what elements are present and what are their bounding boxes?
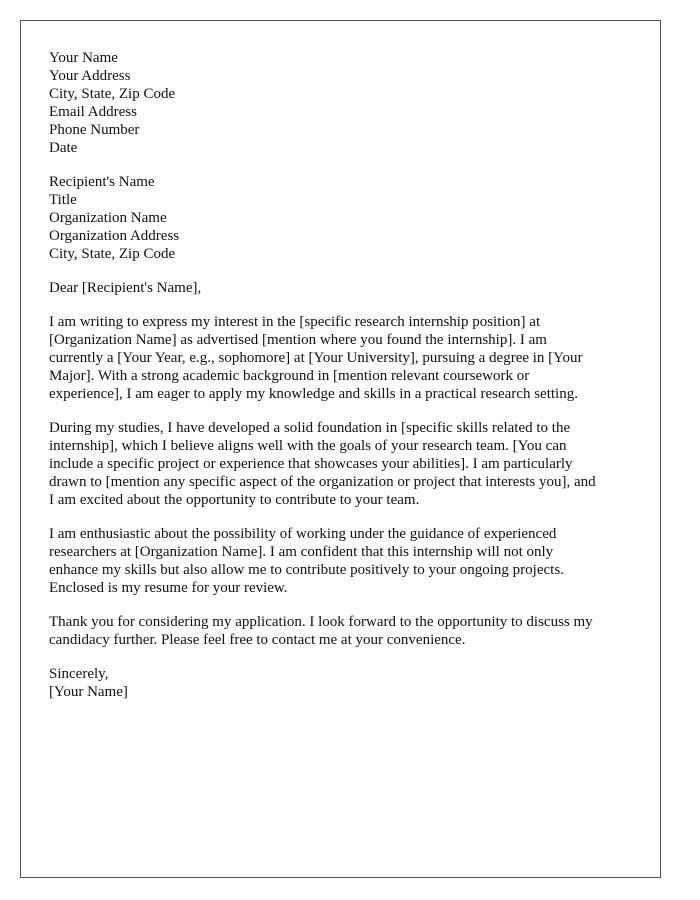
sender-date: Date	[49, 140, 78, 156]
paragraph-line: [Organization Name] as advertised [mention where you found the internship]. I am	[49, 332, 547, 348]
sender-block	[49, 49, 639, 157]
signature-name: [Your Name]	[49, 684, 128, 700]
paragraph-line: enhance my skills but also allow me to contribute positively to your ongoing projects.	[49, 562, 564, 578]
closing-block	[49, 665, 639, 701]
paragraph-line: include a specific project or experience that showcases your abilities]. I am particularly	[49, 456, 573, 472]
recipient-organization: Organization Name	[49, 210, 167, 226]
recipient-block	[49, 173, 639, 263]
sender-city-state-zip: City, State, Zip Code	[49, 86, 176, 102]
paragraph-line: candidacy further. Please feel free to contact me at your convenience.	[49, 632, 466, 648]
letter-content	[49, 49, 639, 701]
paragraph-line: currently a [Your Year, e.g., sophomore] at [Your University], pursuing a degree in [Your	[49, 350, 583, 366]
paragraph-line: I am writing to express my interest in the [specific research internship position] at	[49, 314, 541, 330]
recipient-organization-address: Organization Address	[49, 228, 180, 244]
recipient-name: Recipient's Name	[49, 174, 155, 190]
salutation-text: Dear [Recipient's Name],	[49, 280, 202, 296]
paragraph-line: internship], which I believe aligns well with the goals of your research team. [You can	[49, 438, 567, 454]
sender-email: Email Address	[49, 104, 137, 120]
sender-address: Your Address	[49, 68, 131, 84]
paragraph-line: I am enthusiastic about the possibility of working under the guidance of experienced	[49, 526, 557, 542]
paragraph-line: experience], I am eager to apply my knowledge and skills in a practical research setting.	[49, 386, 578, 402]
closing-text: Sincerely,	[49, 666, 109, 682]
letter-page	[20, 20, 661, 878]
paragraph-line: researchers at [Organization Name]. I am confident that this internship will not only	[49, 544, 554, 560]
body-paragraph-1	[49, 313, 639, 403]
paragraph-line: During my studies, I have developed a solid foundation in [specific skills related to the	[49, 420, 571, 436]
sender-name: Your Name	[49, 50, 118, 66]
sender-phone: Phone Number	[49, 122, 140, 138]
paragraph-line: Thank you for considering my application. I look forward to the opportunity to discuss my	[49, 614, 593, 630]
paragraph-line: Enclosed is my resume for your review.	[49, 580, 288, 596]
body-paragraph-2	[49, 419, 639, 509]
recipient-city-state-zip: City, State, Zip Code	[49, 246, 176, 262]
paragraph-line: I am excited about the opportunity to contribute to your team.	[49, 492, 420, 508]
paragraph-line: drawn to [mention any specific aspect of the organization or project that interests you], and	[49, 474, 596, 490]
body-paragraph-4	[49, 613, 639, 649]
recipient-title: Title	[49, 192, 77, 208]
paragraph-line: Major]. With a strong academic background in [mention relevant coursework or	[49, 368, 530, 384]
salutation	[49, 279, 639, 297]
body-paragraph-3	[49, 525, 639, 597]
